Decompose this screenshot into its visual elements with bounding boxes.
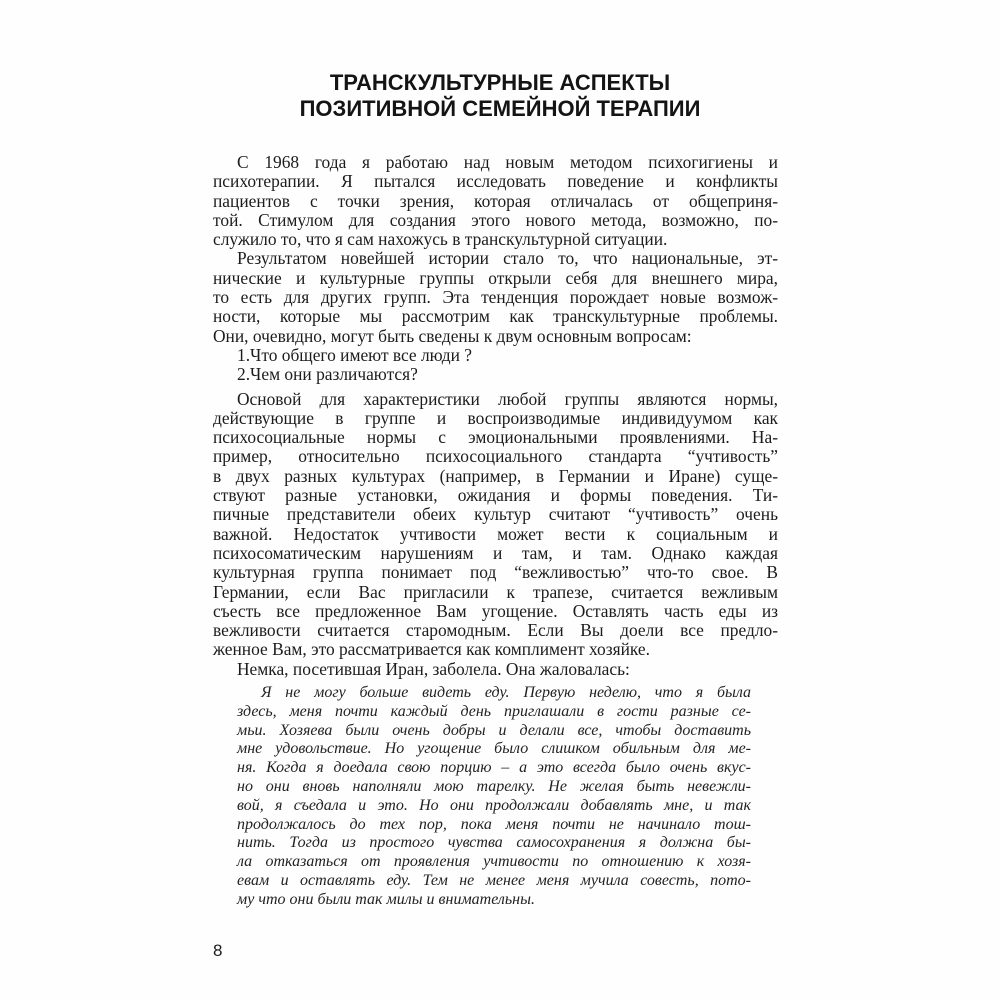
block-quote	[237, 684, 751, 910]
text-line: С 1968 года я работаю над новым методом психогигиены и	[237, 152, 778, 172]
quote-line: евам и оставлять еду. Тем не менее меня мучила совесть, пото-	[237, 871, 751, 889]
text-line: той. Стимулом для создания этого нового метода, возможно, по-	[213, 209, 778, 230]
paragraph	[213, 249, 778, 345]
quote-line: продолжалось до тех пор, пока меня почти не начинало тош-	[237, 815, 751, 833]
quote-line: здесь, меня почти каждый день приглашали в гости разные се-	[237, 702, 751, 720]
quote-line: му что они были так милы и внимательны.	[237, 890, 535, 908]
title-line: ТРАНСКУЛЬТУРНЫЕ АСПЕКТЫ	[329, 70, 671, 95]
text-line: 1.Что общего имеют все люди ?	[237, 344, 473, 365]
text-line: то есть для других групп. Эта тенденция порождает новые возмож-	[213, 287, 778, 308]
list-item	[213, 365, 778, 384]
text-line: пример, относительно психосоциального стандарта “учтивость”	[213, 446, 778, 467]
text-line: Результатом новейшей истории стало то, что национальные, эт-	[237, 248, 778, 269]
text-line: ствуют разные установки, ожидания и формы поведения. Ти-	[213, 485, 778, 506]
text-line: пичные представители обеих культур считают “учтивость” очень	[213, 504, 778, 525]
text-line: съесть все предложенное Вам угощение. Оставлять часть еды из	[213, 600, 778, 621]
paragraph	[213, 390, 778, 660]
quote-line: вой, я съедала и это. Но они продолжали добавлять мне, и так	[237, 796, 751, 814]
text-line: важной. Недостаток учтивости может вести к социальным и	[213, 523, 778, 544]
text-line: Основой для характеристики любой группы являются нормы,	[237, 388, 778, 409]
body-text	[213, 153, 778, 679]
text-line: ности, которые мы рассмотрим как транскультурные проблемы.	[213, 306, 778, 327]
text-line: Немка, посетившая Иран, заболела. Она жаловалась:	[237, 658, 630, 679]
text-line: психосоциальные нормы с эмоциональными проявлениями. На-	[213, 427, 778, 448]
text-line: Они, очевидно, могут быть сведены к двум основным вопросам:	[213, 325, 692, 346]
page-number: 8	[213, 941, 223, 960]
text-line: вежливости считается старомодным. Если Вы доели все предло-	[213, 620, 778, 641]
list-item	[213, 346, 778, 365]
title-line: ПОЗИТИВНОЙ СЕМЕЙНОЙ ТЕРАПИИ	[299, 96, 701, 121]
text-line: женное Вам, это рассматривается как комплимент хозяйке.	[213, 639, 650, 660]
quote-line: но они вновь наполняли мою тарелку. Не желая быть невежли-	[237, 777, 751, 795]
text-line: культурная группа понимает под “вежливостью” что-то свое. В	[213, 562, 778, 583]
quote-line: Я не могу больше видеть еду. Первую неделю, что я была	[261, 684, 751, 701]
quote-line: нить. Тогда из простого чувства самосохранения я должна бы-	[237, 834, 751, 852]
text-line: Германии, если Вас пригласили к трапезе, считается вежливым	[213, 581, 778, 602]
text-line: пациентов с точки зрения, которая отличалась от общеприня-	[213, 190, 778, 211]
text-line: психосоматическим нарушениям и там, и там. Однако каждая	[213, 542, 778, 563]
text-line: действующие в группе и воспроизводимые индивидуумом как	[213, 407, 778, 428]
paragraph	[213, 660, 778, 679]
chapter-title	[0, 70, 1000, 122]
text-line: 2.Чем они различаются?	[237, 364, 418, 385]
paragraph	[213, 153, 778, 249]
quote-line: мьи. Хозяева были очень добры и делали все, чтобы доставить	[237, 721, 751, 739]
text-line: нические и культурные группы открыли себя для внешнего мира,	[213, 267, 778, 288]
quote-line: ня. Когда я доедала свою порцию – а это всегда было очень вкус-	[237, 759, 751, 777]
text-line: в двух разных культурах (например, в Германии и Иране) суще-	[213, 465, 778, 486]
quote-line: мне удовольствие. Но угощение было слишком обильным для ме-	[237, 740, 751, 758]
text-line: психотерапии. Я пытался исследовать поведение и конфликты	[213, 171, 778, 192]
text-line: служило то, что я сам нахожусь в транскультурной ситуации.	[213, 229, 668, 250]
quote-line: ла отказаться от проявления учтивости по отношению к хозя-	[237, 853, 751, 871]
